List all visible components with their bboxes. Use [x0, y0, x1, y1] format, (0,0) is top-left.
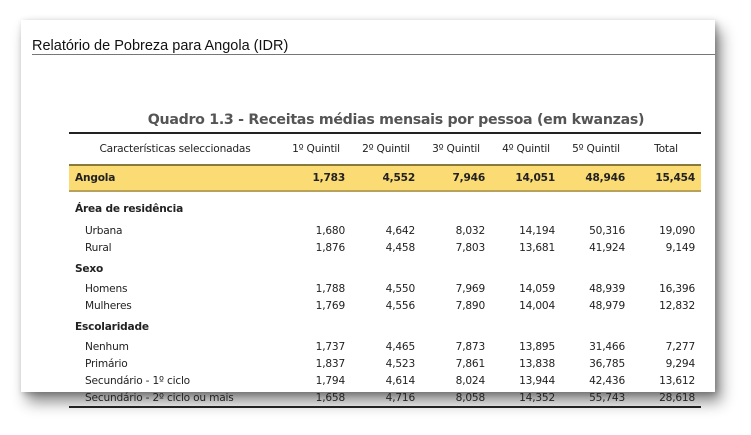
cell: 7,873 [455, 340, 485, 353]
cell: 13,895 [519, 340, 555, 353]
table-title: Quadro 1.3 - Receitas médias mensais por pessoa (em kwanzas) [147, 112, 645, 128]
column-header: 2º Quintil [362, 143, 410, 155]
cell: 14,059 [519, 282, 555, 295]
column-header: 1º Quintil [292, 143, 340, 155]
table-row-angola [69, 165, 701, 191]
cell: 7,946 [421, 165, 491, 191]
cell: 15,454 [631, 165, 701, 191]
cell: 1,769 [315, 299, 345, 312]
row-label: Rural [85, 241, 112, 254]
cell: 4,552 [351, 165, 421, 191]
section-label: Área de residência [75, 203, 184, 215]
report-header-title: Relatório de Pobreza para Angola (IDR) [32, 38, 289, 54]
table-row [69, 389, 701, 407]
cell: 31,466 [589, 340, 625, 353]
cell: 13,838 [519, 357, 555, 370]
cell: 16,396 [659, 282, 695, 295]
table-row [69, 222, 701, 239]
table-row [69, 338, 701, 355]
cell: 4,556 [385, 299, 415, 312]
cell: 8,024 [455, 374, 485, 387]
cell: 28,618 [631, 389, 701, 407]
table-row [69, 372, 701, 389]
cell: 9,294 [665, 357, 695, 370]
row-label: Angola [69, 165, 281, 191]
cell: 4,523 [385, 357, 415, 370]
row-label: Nenhum [85, 340, 129, 353]
cell: 4,614 [385, 374, 415, 387]
column-header: 4º Quintil [502, 143, 550, 155]
row-label: Secundário - 2º ciclo ou mais [69, 389, 281, 407]
cell: 7,969 [455, 282, 485, 295]
cell: 8,032 [455, 224, 485, 237]
cell: 7,890 [455, 299, 485, 312]
document-page [21, 20, 715, 404]
cell: 36,785 [589, 357, 625, 370]
cell: 4,458 [385, 241, 415, 254]
cell: 48,979 [589, 299, 625, 312]
cell: 13,612 [659, 374, 695, 387]
table-row [69, 239, 701, 256]
cell: 55,743 [561, 389, 631, 407]
row-label: Mulheres [85, 299, 132, 312]
cell: 1,680 [315, 224, 345, 237]
cell: 12,832 [659, 299, 695, 312]
cell: 14,194 [519, 224, 555, 237]
cell: 1,658 [281, 389, 351, 407]
cell: 7,803 [455, 241, 485, 254]
cell: 1,794 [315, 374, 345, 387]
cell: 14,004 [519, 299, 555, 312]
cell: 48,939 [589, 282, 625, 295]
cell: 1,837 [315, 357, 345, 370]
column-header: 5º Quintil [572, 143, 620, 155]
table-header-row [69, 133, 701, 165]
table-row [69, 355, 701, 372]
section-label: Sexo [75, 263, 104, 275]
header-divider [32, 54, 715, 55]
cell: 19,090 [659, 224, 695, 237]
row-label: Secundário - 1º ciclo [85, 374, 190, 387]
cell: 7,277 [665, 340, 695, 353]
cell: 4,642 [385, 224, 415, 237]
cell: 4,716 [351, 389, 421, 407]
cell: 9,149 [665, 241, 695, 254]
cell: 1,737 [315, 340, 345, 353]
cell: 41,924 [589, 241, 625, 254]
cell: 50,316 [589, 224, 625, 237]
cell: 4,465 [385, 340, 415, 353]
row-label: Urbana [85, 224, 123, 237]
table-row [69, 297, 701, 314]
column-header: 3º Quintil [432, 143, 480, 155]
cell: 8,058 [421, 389, 491, 407]
column-header: Características seleccionadas [99, 143, 251, 155]
cell: 48,946 [561, 165, 631, 191]
cell: 14,051 [491, 165, 561, 191]
section-header-row [69, 256, 701, 280]
section-header-row [69, 191, 701, 222]
row-label: Homens [85, 282, 128, 295]
row-label: Primário [85, 357, 128, 370]
cell: 7,861 [455, 357, 485, 370]
cell: 1,876 [315, 241, 345, 254]
cell: 14,352 [491, 389, 561, 407]
cell: 4,550 [385, 282, 415, 295]
cell: 13,944 [519, 374, 555, 387]
table-row [69, 280, 701, 297]
section-header-row [69, 314, 701, 338]
cell: 1,783 [281, 165, 351, 191]
cell: 13,681 [519, 241, 555, 254]
column-header: Total [654, 143, 678, 155]
cell: 1,788 [315, 282, 345, 295]
income-table [69, 132, 701, 408]
cell: 42,436 [589, 374, 625, 387]
section-label: Escolaridade [75, 321, 149, 333]
